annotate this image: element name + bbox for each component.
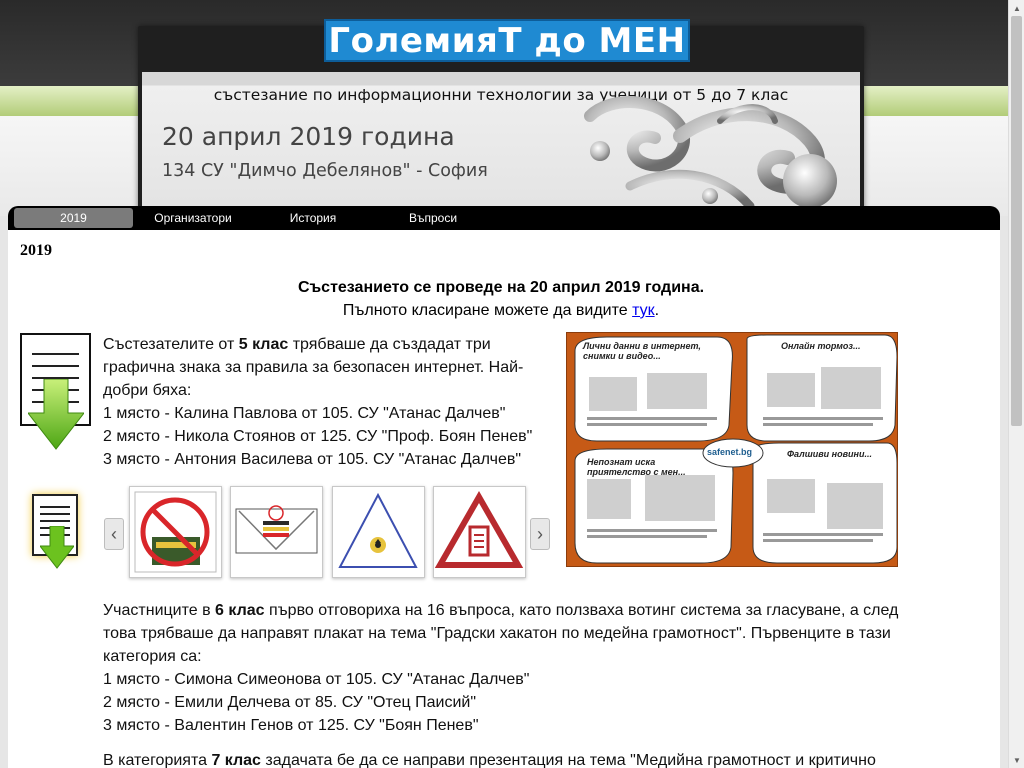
carousel-thumb-4[interactable]	[433, 486, 526, 578]
nav-item-history[interactable]: История	[289, 211, 337, 225]
green-arrow-icon	[28, 379, 84, 455]
carousel-thumb-3[interactable]	[332, 486, 425, 578]
site-logo[interactable]: ГолемияТ до МЕН	[324, 19, 690, 62]
grade5-section	[103, 333, 543, 471]
grade6-place-1: 1 място - Симона Симеонова от 105. СУ "Атанас Далчев"	[103, 671, 530, 688]
grade7-text-2: задачата бе да се направи презентация на тема "Медийна грамотност и критично	[260, 752, 876, 768]
grade5-label: 5 клас	[238, 336, 289, 353]
warning-triangle-icon	[231, 487, 322, 577]
carousel-prev-button[interactable]: ‹	[104, 518, 124, 550]
vertical-scrollbar[interactable]	[1008, 0, 1024, 768]
grade5-text-2: трябваше да създадат три графична знака за правила за безопасен интернет. Най-добри бяха:	[103, 336, 524, 399]
poster-bubble-4: Фалшиви новини...	[787, 449, 872, 459]
no-sharing-sign-icon	[130, 487, 221, 577]
full-ranking-link[interactable]: тук	[632, 302, 655, 319]
main-content	[8, 230, 1000, 768]
intro-block	[8, 276, 994, 322]
hazard-triangle-icon	[333, 487, 424, 577]
grade6-place-2: 2 място - Емили Делчева от 85. СУ "Отец Паисий"	[103, 694, 476, 711]
event-school: 134 СУ "Димчо Дебелянов" - София	[162, 161, 488, 181]
decorative-swirl-image	[570, 96, 860, 214]
grade5-place-2: 2 място - Никола Стоянов от 125. СУ "Проф. Боян Пенев"	[103, 428, 533, 445]
carousel-next-button[interactable]: ›	[530, 518, 550, 550]
green-arrow-small-icon	[40, 526, 74, 572]
intro-text: Пълното класиране можете да видите	[342, 302, 633, 319]
grade6-label: 6 клас	[215, 602, 265, 619]
intro-headline: Състезанието се проведе на 20 април 2019 година.	[297, 279, 705, 296]
grade5-place-3: 3 място - Антония Василева от 105. СУ "Атанас Далчев"	[103, 451, 522, 468]
grade5-place-1: 1 място - Калина Павлова от 105. СУ "Атанас Далчев"	[103, 405, 506, 422]
nav-item-questions[interactable]: Въпроси	[408, 211, 458, 225]
download-document-icon[interactable]	[20, 333, 91, 426]
event-date: 20 април 2019 година	[162, 122, 455, 151]
warning-red-triangle-icon	[434, 487, 525, 577]
grade7-label: 7 клас	[211, 752, 261, 768]
scroll-down-arrow-icon[interactable]: ▼	[1013, 755, 1021, 765]
grade7-section	[103, 749, 923, 768]
grade5-text-1: Състезателите от	[103, 336, 239, 353]
carousel-thumb-1[interactable]	[129, 486, 222, 578]
site-subtitle: състезание по информационни технологии за ученици от 5 до 7 клас	[213, 86, 789, 104]
safenet-poster-image[interactable]	[566, 332, 898, 567]
nav-item-organizers[interactable]: Организатори	[154, 211, 232, 225]
grade6-place-3: 3 място - Валентин Генов от 125. СУ "Боян Пенев"	[103, 717, 479, 734]
page-title: 2019	[20, 242, 52, 259]
carousel-thumb-2[interactable]	[230, 486, 323, 578]
download-small-document-icon[interactable]	[32, 494, 78, 556]
nav-item-2019[interactable]: 2019	[14, 208, 133, 228]
grade7-text-1: В категорията	[103, 752, 212, 768]
main-nav	[8, 206, 1000, 230]
scroll-up-arrow-icon[interactable]: ▲	[1013, 3, 1021, 13]
poster-bubble-3: Непознат иска приятелство с мен...	[587, 457, 686, 477]
poster-brand: safenet.bg	[707, 447, 753, 457]
poster-bubble-2: Онлайн тормоз...	[781, 341, 861, 351]
grade6-section	[103, 599, 913, 737]
intro-end: .	[654, 302, 660, 319]
grade6-text-2: първо отговориха на 16 въпроса, като ползваха вотинг система за гласуване, а след това трябваше да направят плакат на тема "Градски хакатон по медейна грамотност". Първенците в тази категория са:	[103, 602, 899, 665]
poster-bubble-1: Лични данни в интернет, снимки и видео...	[583, 341, 701, 361]
grade6-text-1: Участниците в	[103, 602, 216, 619]
scrollbar-thumb[interactable]	[1011, 16, 1022, 426]
